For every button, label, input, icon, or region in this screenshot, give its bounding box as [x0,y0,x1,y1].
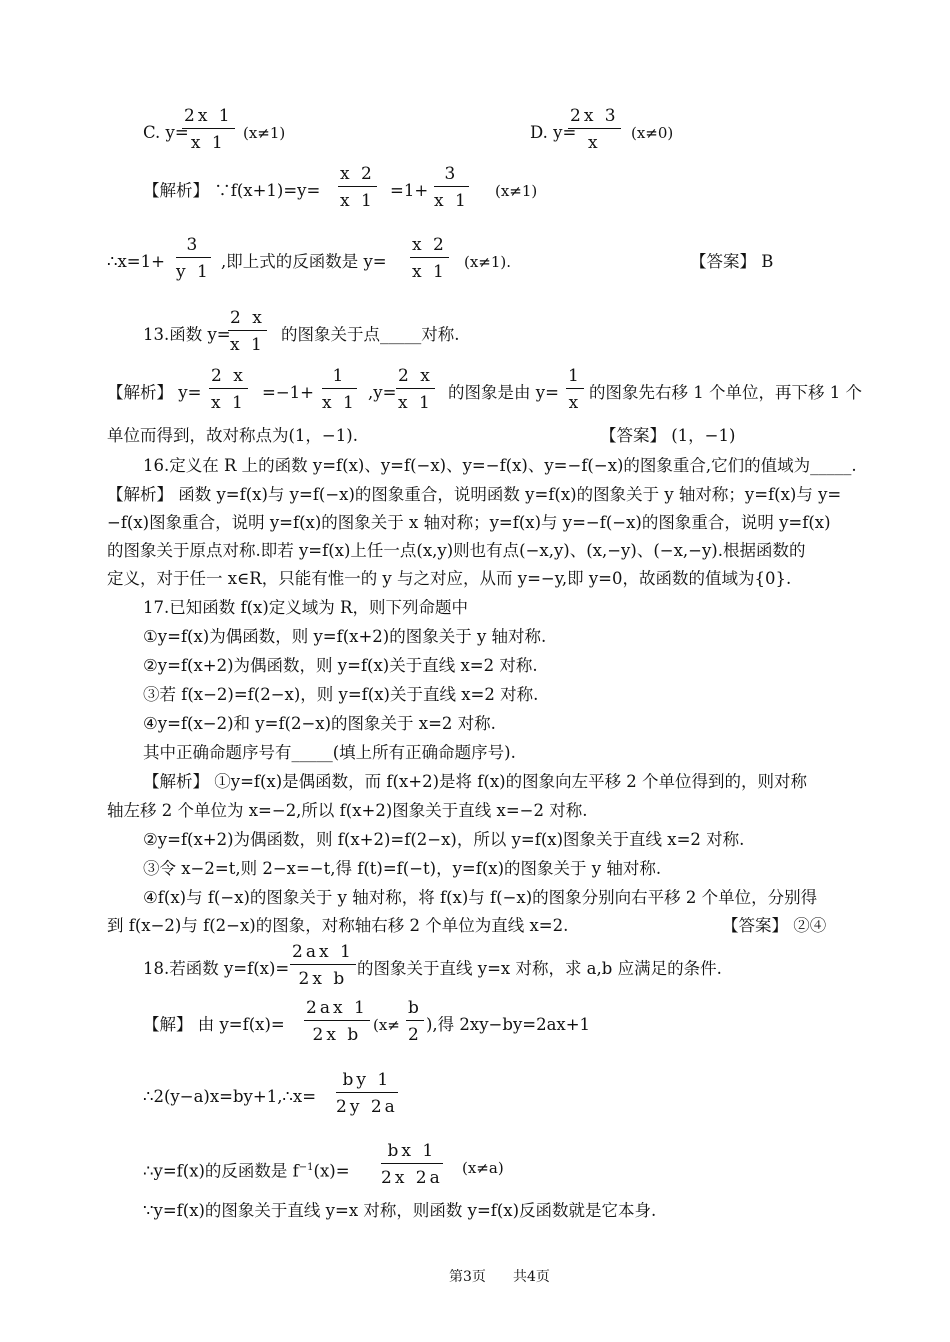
q16-analysis-line-4: 定义，对于任一 x∈R，只能有惟一的 y 与之对应，从而 y=−y,即 y=0，故函数的值域为{0}. [107,569,792,588]
q17-proposition-1: ①y=f(x)为偶函数，则 y=f(x+2)的图象关于 y 轴对称. [143,627,547,646]
q16-question: 16.定义在 R 上的函数 y=f(x)、y=f(−x)、y=−f(x)、y=−f(−x)的图象重合,它们的值域为_____. [143,456,857,475]
q18-step4: ∵y=f(x)的图象关于直线 y=x 对称，则函数 y=f(x)反函数就是它本身. [143,1201,657,1220]
q18-step1-cond-pre: (x≠ [373,1016,400,1034]
q12-condition-1: (x≠1) [495,182,538,200]
q17-answer: 【答案】 ②④ [722,916,827,935]
q18-fraction: $\frac{2ax 1}{\text{2x b}}$ [292,942,354,989]
q12-condition-2: (x≠1). [464,253,512,271]
page-number: 第3页 [449,1269,486,1285]
q18-suffix: 的图象关于直线 y=x 对称，求 a,b 应满足的条件. [357,959,722,978]
option-d-condition: (x≠0) [631,124,674,142]
q18-step2-fraction: $\frac{by 1}{2y 2a}$ [336,1070,398,1117]
q17-proposition-4: ④y=f(x−2)和 y=f(2−x)的图象关于 x=2 对称. [143,714,496,733]
q17-analysis-line-1: 【解析】 ①y=f(x)是偶函数，而 f(x+2)是将 f(x)的图象向左平移 2 个单位得到的，则对称 [143,772,808,791]
q13-analysis-fraction-1: $\frac{2 x}{x 1}$ [211,366,246,413]
q12-eq-mid: =1+ [390,181,429,200]
q17-analysis-line-4: ③令 x−2=t,则 2−x=−t,得 f(t)=f(−t)，y=f(x)的图象关于 y 轴对称. [143,859,662,878]
option-d-fraction: $\frac{2x 3}{x}$ [570,106,619,153]
q12-fraction-4: $\frac{x 2}{x 1}$ [412,235,447,282]
option-d-prefix: D. y= [530,123,577,142]
q13-analysis-line-2: 单位而得到，故对称点为(1，−1). [107,426,358,445]
q12-answer: 【答案】 B [690,252,774,271]
q18-step1-b-fraction: $\frac{b}{2}$ [408,998,422,1045]
option-c-condition: (x≠1) [243,124,286,142]
q12-inverse-text: ,即上式的反函数是 y= [221,252,387,271]
q17-analysis-line-6: 到 f(x−2)与 f(2−x)的图象，对称轴右移 2 个单位为直线 x=2. [107,916,569,935]
q13-prefix: 13.函数 y= [143,325,231,344]
q13-analysis-fraction-3: $\frac{2 x}{x 1}$ [398,366,433,413]
q13-suffix: 的图象关于点_____对称. [281,325,460,344]
q16-analysis-line-3: 的图象关于原点对称.即若 y=f(x)上任一点(x,y)则也有点(−x,y)、(x,−y)、(−x,−y).根据函数的 [107,541,806,560]
q17-analysis-line-5: ④f(x)与 f(−x)的图象关于 y 轴对称，将 f(x)与 f(−x)的图象分别向右平移 2 个单位，分别得 [143,888,818,907]
q12-fraction-3: $\frac{3}{y 1}$ [176,235,211,282]
q18-step3-fraction: $\frac{bx 1}{2x 2a}$ [381,1141,443,1188]
q16-analysis-line-1: 【解析】 函数 y=f(x)与 y=f(−x)的图象重合，说明函数 y=f(x)的图象关于 y 轴对称；y=f(x)与 y= [107,485,842,504]
q13-answer: 【答案】 (1，−1) [600,426,736,445]
q12-therefore: ∴x=1+ [107,252,165,271]
q17-question: 17.已知函数 f(x)定义域为 R，则下列命题中 [143,598,468,617]
q17-prompt: 其中正确命题序号有_____(填上所有正确命题序号). [143,743,516,762]
q18-solution-label: 【解】 由 y=f(x)= [143,1015,285,1034]
q12-analysis-label: 【解析】 ∵f(x+1)=y= [143,181,321,200]
q17-analysis-line-2: 轴左移 2 个单位为 x=−2,所以 f(x+2)图象关于直线 x=−2 对称. [107,801,588,820]
q13-analysis-mid-1: =−1+ [262,383,314,402]
q18-prefix: 18.若函数 y=f(x)= [143,959,290,978]
q12-fraction-2: $\frac{3}{x 1}$ [434,164,469,211]
option-c-fraction: $\frac{2x 1}{x 1}$ [184,106,233,153]
q17-proposition-2: ②y=f(x+2)为偶函数，则 y=f(x)关于直线 x=2 对称. [143,656,538,675]
q18-step3-condition: (x≠a) [462,1159,504,1177]
q13-analysis-mid-3: 的图象是由 y= [448,383,559,402]
option-c-prefix: C. y= [143,123,189,142]
q18-step1-fraction: $\frac{2ax 1}{\text{2x b}}$ [306,998,368,1045]
q13-analysis-prefix: 【解析】 y= [107,383,202,402]
q17-analysis-line-3: ②y=f(x+2)为偶函数，则 f(x+2)=f(2−x)，所以 y=f(x)图象关于直线 x=2 对称. [143,830,745,849]
q13-fraction: $\frac{2 x}{x 1}$ [230,308,265,355]
q18-step2-prefix: ∴2(y−a)x=by+1,∴x= [143,1087,317,1106]
q13-analysis-fraction-2: $\frac{1}{x 1}$ [322,366,357,413]
q18-step1-tail: ),得 2xy−by=2ax+1 [426,1015,591,1034]
q13-analysis-tail: 的图象先右移 1 个单位，再下移 1 个 [589,383,862,402]
q17-proposition-3: ③若 f(x−2)=f(2−x)，则 y=f(x)关于直线 x=2 对称. [143,685,539,704]
q16-analysis-line-2: −f(x)图象重合，说明 y=f(x)的图象关于 x 轴对称；y=f(x)与 y=−f(−x)的图象重合，说明 y=f(x) [107,513,831,532]
q13-analysis-fraction-4: $\frac{1}{x}$ [568,366,582,413]
q12-fraction-1: $\frac{x 2}{x 1}$ [340,164,375,211]
page-total: 共4页 [513,1269,550,1285]
q18-step3-prefix: ∴y=f(x)的反函数是 $f^{-1}(x)=$ [143,1161,350,1181]
q13-analysis-mid-2: ,y= [368,383,397,402]
